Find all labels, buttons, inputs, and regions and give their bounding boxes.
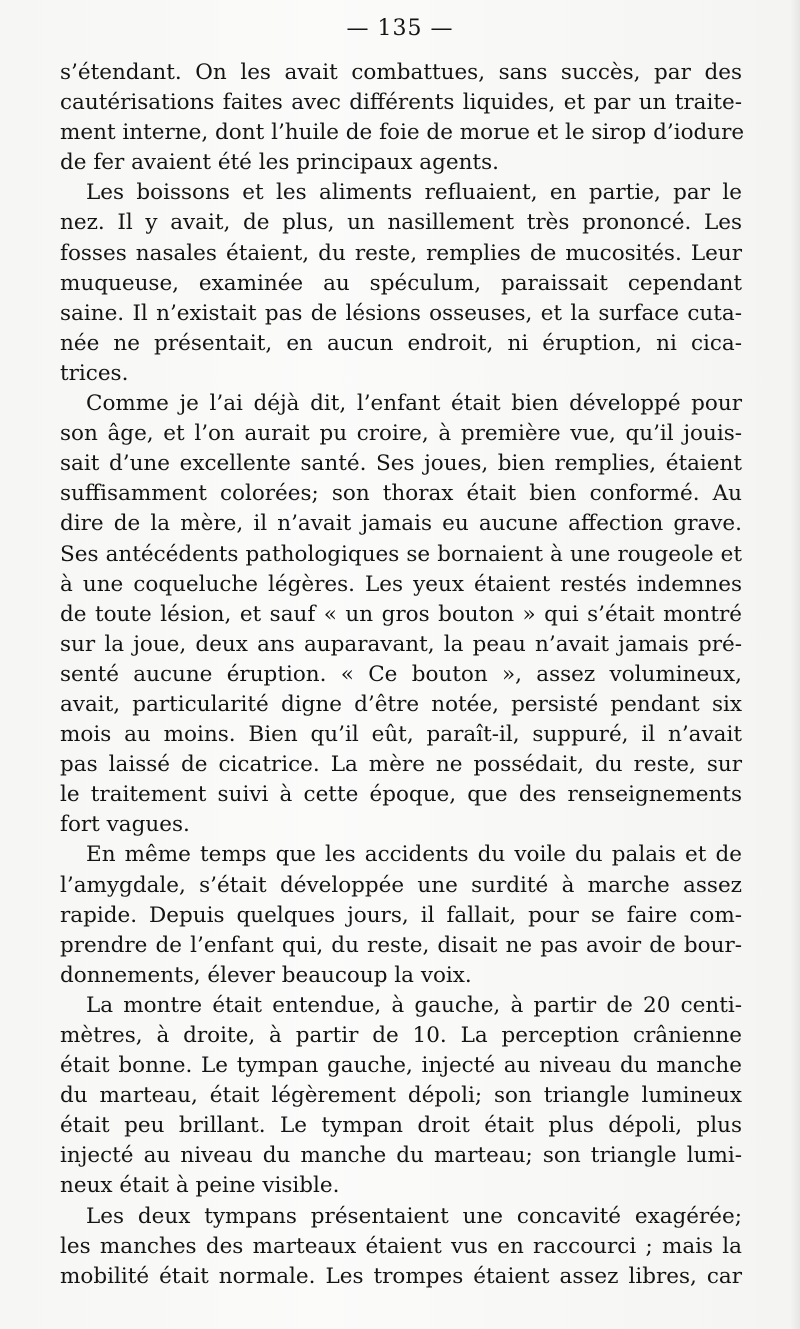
text-line: trices. bbox=[60, 360, 129, 386]
text-line: sait d’une excellente santé. Ses joues, bien remplies, étaient bbox=[60, 451, 742, 477]
text-line: le traitement suivi à cette époque, que des renseignements bbox=[60, 782, 742, 808]
text-line: l’amygdale, s’était développée une surdité à marche assez bbox=[60, 872, 742, 898]
text-line: fort vagues. bbox=[60, 812, 190, 838]
text-line: Les deux tympans présentaient une concavité exagérée; bbox=[86, 1203, 742, 1229]
text-line: neux était à peine visible. bbox=[60, 1173, 340, 1199]
text-line: de fer avaient été les principaux agents. bbox=[60, 150, 499, 176]
text-line: sur la joue, deux ans auparavant, la peau n’avait jamais pré- bbox=[60, 631, 742, 657]
text-line: Ses antécédents pathologiques se bornaient à une rougeole et bbox=[60, 541, 742, 567]
text-line: muqueuse, examinée au spéculum, paraissait cependant bbox=[60, 270, 742, 296]
text-line: cautérisations faites avec différents liquides, et par un traite- bbox=[60, 90, 742, 116]
text-line: avait, particularité digne d’être notée, persisté pendant six bbox=[60, 691, 742, 717]
text-line: Les boissons et les aliments refluaient, en partie, par le bbox=[86, 180, 742, 206]
text-line: donnements, élever beaucoup la voix. bbox=[60, 962, 472, 988]
text-line: était peu brillant. Le tympan droit était plus dépoli, plus bbox=[60, 1113, 742, 1139]
text-line: Comme je l’ai déjà dit, l’enfant était bien développé pour bbox=[86, 391, 742, 417]
text-line: fosses nasales étaient, du reste, remplies de mucosités. Leur bbox=[60, 240, 742, 266]
text-line: mètres, à droite, à partir de 10. La perception crânienne bbox=[60, 1023, 742, 1048]
text-line: mois au moins. Bien qu’il eût, paraît-il, suppuré, il n’avait bbox=[60, 722, 742, 748]
text-line: s’étendant. On les avait combattues, sans succès, par des bbox=[60, 60, 742, 85]
text-line: senté aucune éruption. « Ce bouton », assez volumineux, bbox=[60, 661, 742, 687]
text-line: les manches des marteaux étaient vus en raccourci ; mais la bbox=[60, 1233, 742, 1259]
text-line: rapide. Depuis quelques jours, il fallait, pour se faire com- bbox=[60, 902, 742, 928]
text-line: à une coqueluche légères. Les yeux étaient restés indemnes bbox=[60, 571, 742, 597]
text-line: En même temps que les accidents du voile du palais et de bbox=[86, 842, 742, 868]
text-line: injecté au niveau du manche du marteau; son triangle lumi- bbox=[60, 1143, 742, 1169]
text-line: suffisamment colorées; son thorax était bien conformé. Au bbox=[60, 481, 742, 507]
text-line: était bonne. Le tympan gauche, injecté au niveau du manche bbox=[60, 1053, 742, 1079]
page-edge-shadow bbox=[790, 0, 800, 1329]
text-line: née ne présentait, en aucun endroit, ni éruption, ni cica- bbox=[60, 330, 742, 356]
text-line: saine. Il n’existait pas de lésions osseuses, et la surface cuta- bbox=[60, 300, 742, 326]
text-line: mobilité était normale. Les trompes étaient assez libres, car bbox=[60, 1263, 742, 1289]
page-number: — 135 — bbox=[346, 16, 454, 41]
text-line: son âge, et l’on aurait pu croire, à première vue, qu’il jouis- bbox=[60, 421, 742, 447]
text-line: ment interne, dont l’huile de foie de morue et le sirop d’iodure bbox=[60, 120, 745, 146]
text-line: dire de la mère, il n’avait jamais eu aucune affection grave. bbox=[60, 511, 742, 537]
text-line: pas laissé de cicatrice. La mère ne possédait, du reste, sur bbox=[60, 752, 742, 778]
text-line: du marteau, était légèrement dépoli; son triangle lumineux bbox=[60, 1083, 742, 1109]
body-text bbox=[60, 58, 745, 1292]
text-line: La montre était entendue, à gauche, à partir de 20 centi- bbox=[86, 992, 742, 1018]
text-line: nez. Il y avait, de plus, un nasillement très prononcé. Les bbox=[60, 210, 742, 236]
text-line: de toute lésion, et sauf « un gros bouton » qui s’était montré bbox=[60, 601, 742, 627]
text-line: prendre de l’enfant qui, du reste, disait ne pas avoir de bour- bbox=[60, 932, 742, 958]
